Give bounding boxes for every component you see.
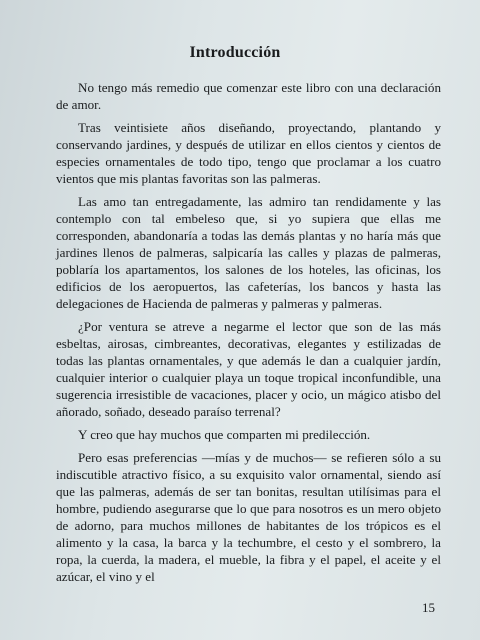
paragraph-3: Las amo tan entregadamente, las admiro tan rendidamente y las contemplo con tal embeleso que, si yo supiera que ellas me corresponden, abandonaría a todas las demás plantas y no haría más que jardines llenos de palmeras, salpicaría las calles y plazas de palmeras, poblaría los apartamentos, los salones de los hoteles, las oficinas, los edificios de los aeropuertos, las cafeterías, los bancos y hasta las delegaciones de Hacienda de palmeras y palmeras y palmeras. (56, 194, 441, 311)
chapter-title: Introducción (189, 44, 281, 61)
paragraph-4: ¿Por ventura se atreve a negarme el lector que son de las más esbeltas, airosas, cimbreantes, decorativas, elegantes y estilizadas de todas las plantas ornamentales, y que además le dan a cualquier jardín, cualquier interior o cualquier playa un toque tropical inconfundible, una sugerencia irresistible de vacaciones, placer y ocio, un mágico atisbo del añorado, soñado, deseado paraíso terrenal? (56, 319, 441, 419)
page-number: 15 (422, 600, 435, 615)
paragraph-5: Y creo que hay muchos que comparten mi predilección. (78, 427, 371, 442)
paragraph-6: Pero esas preferencias —mías y de muchos— se refieren sólo a su indiscutible atractivo físico, a su exquisito valor ornamental, siendo así que las palmeras, además de ser tan bonitas, resultan utilísimas para el hombre, pudiendo asegurarse que lo que para nosotros es un mero objeto de adorno, para muchos millones de habitantes de los trópicos es el alimento y la casa, la barca y la techumbre, el cesto y el sombrero, la ropa, la cuerda, la madera, el mueble, la fibra y el papel, el aceite y el azúcar, el vino y el (56, 450, 441, 584)
paragraph-2: Tras veintisiete años diseñando, proyectando, plantando y conservando jardines, y después de utilizar en ellos cientos y cientos de especies ornamentales de todo tipo, tengo que proclamar a los cuatro vientos que mis plantas favoritas son las palmeras. (56, 120, 441, 186)
body-text (56, 79, 441, 589)
paragraph-1: No tengo más remedio que comenzar este libro con una declaración de amor. (56, 80, 441, 112)
